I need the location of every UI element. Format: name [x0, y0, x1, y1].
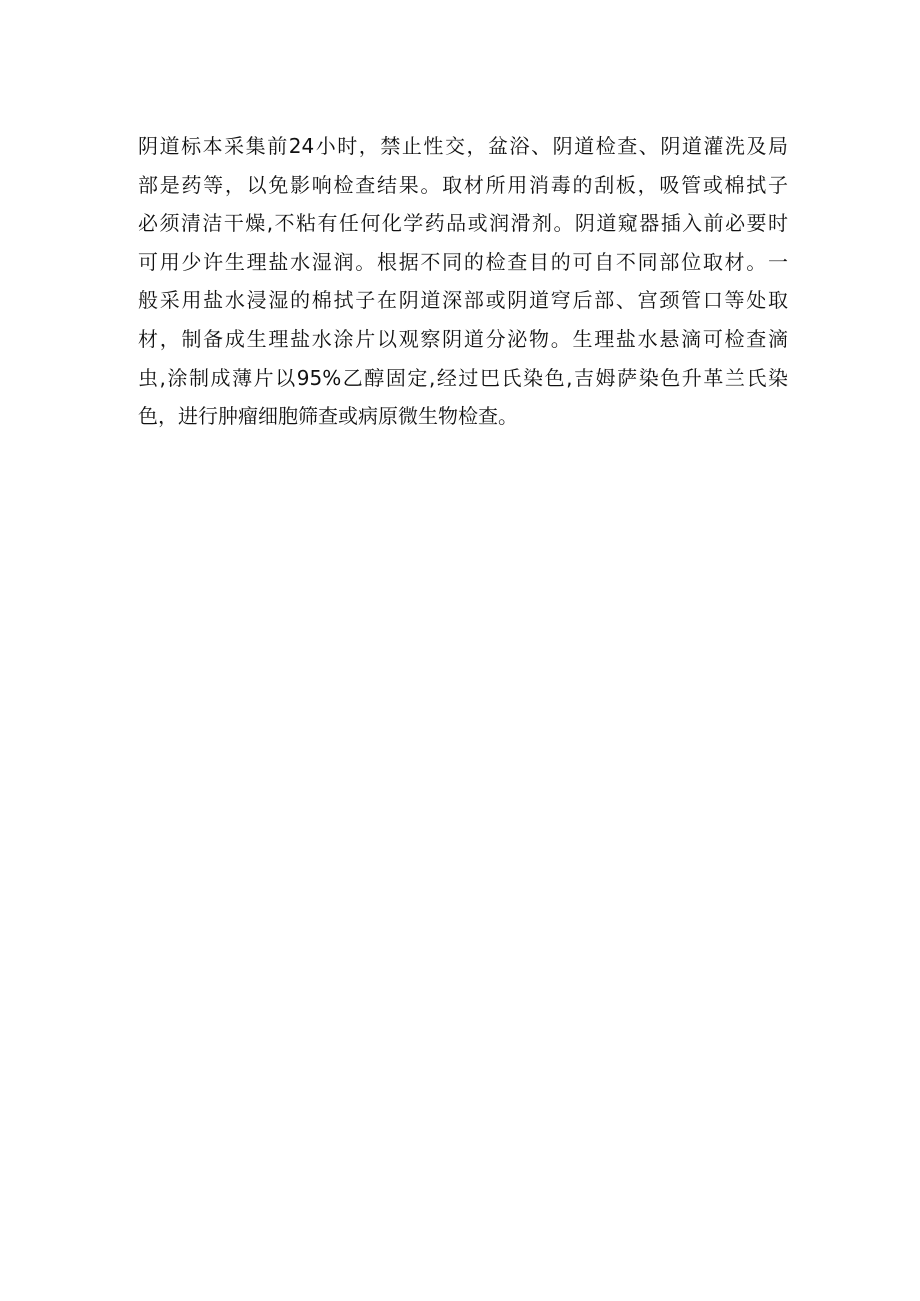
paragraph-line-3: 必须清洁干燥,不粘有任何化学药品或润滑剂。阴道窥器插入前必要时 [138, 211, 788, 236]
body-paragraph [138, 127, 788, 436]
paragraph-line-8: 色，进行肿瘤细胞筛查或病原微生物检查。 [138, 404, 518, 429]
paragraph-line-4: 可用少许生理盐水湿润。根据不同的检查目的可自不同部位取材。一 [138, 249, 788, 274]
paragraph-line-7: 虫,涂制成薄片以95%乙醇固定,经过巴氏染色,吉姆萨染色升革兰氏染 [138, 365, 788, 390]
paragraph-line-2: 部是药等，以免影响检查结果。取材所用消毒的刮板，吸管或棉拭子 [138, 172, 788, 197]
paragraph-line-6: 材，制备成生理盐水涂片以观察阴道分泌物。生理盐水悬滴可检查滴 [138, 326, 788, 351]
paragraph-line-5: 般采用盐水浸湿的棉拭子在阴道深部或阴道穹后部、宫颈管口等处取 [138, 288, 788, 313]
paragraph-line-1: 阴道标本采集前24小时，禁止性交，盆浴、阴道检查、阴道灌洗及局 [138, 134, 788, 158]
